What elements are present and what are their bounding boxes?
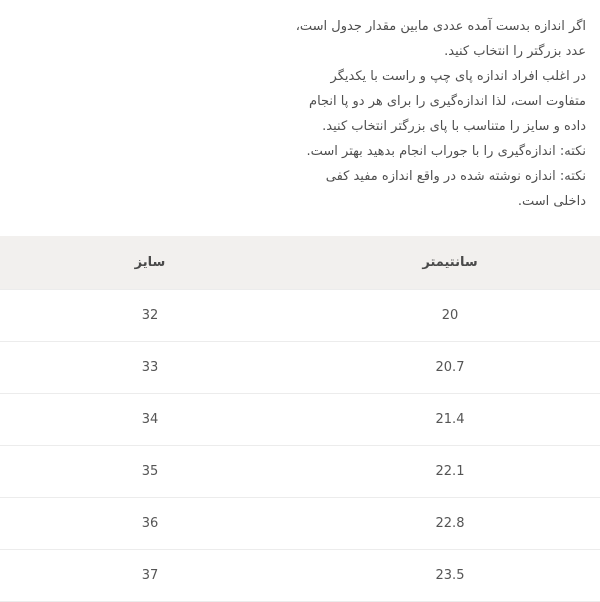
column-header-size: سایز	[0, 236, 300, 290]
notes-section	[0, 0, 600, 214]
column-header-cm: سانتیمتر	[300, 236, 600, 290]
note-line: اگر اندازه بدست آمده عددی مابین مقدار جدول است،	[295, 19, 586, 34]
table-head	[0, 236, 600, 290]
table-row	[0, 446, 600, 498]
note-line: داخلی است.	[517, 194, 586, 209]
cell-cm: 20.7	[300, 342, 600, 394]
note-line: داده و سایز را متناسب با پای بزرگتر انتخاب کنید.	[322, 119, 586, 134]
note-line: نکته: اندازه‌گیری را با جوراب انجام بدهید بهتر است.	[306, 144, 586, 159]
table-row	[0, 550, 600, 602]
size-table-wrapper	[0, 236, 600, 602]
table-row	[0, 498, 600, 550]
note-line: عدد بزرگتر را انتخاب کنید.	[444, 44, 586, 59]
cell-cm: 22.1	[300, 446, 600, 498]
cell-cm: 22.8	[300, 498, 600, 550]
cell-size: 36	[0, 498, 300, 550]
table-row	[0, 394, 600, 446]
note-line: نکته: اندازه نوشته شده در واقع اندازه مفید کفی	[325, 169, 586, 184]
cell-cm: 23.5	[300, 550, 600, 602]
cell-size: 37	[0, 550, 300, 602]
table-row	[0, 342, 600, 394]
table-body	[0, 290, 600, 602]
cell-size: 33	[0, 342, 300, 394]
cell-cm: 21.4	[300, 394, 600, 446]
cell-size: 32	[0, 290, 300, 342]
cell-size: 35	[0, 446, 300, 498]
table-header-row	[0, 236, 600, 290]
cell-cm: 20	[300, 290, 600, 342]
note-line: در اغلب افراد اندازه پای چپ و راست با یکدیگر	[330, 69, 586, 84]
size-table	[0, 236, 600, 602]
note-line: متفاوت است، لذا اندازه‌گیری را برای هر دو پا انجام	[309, 94, 586, 109]
table-row	[0, 290, 600, 342]
cell-size: 34	[0, 394, 300, 446]
